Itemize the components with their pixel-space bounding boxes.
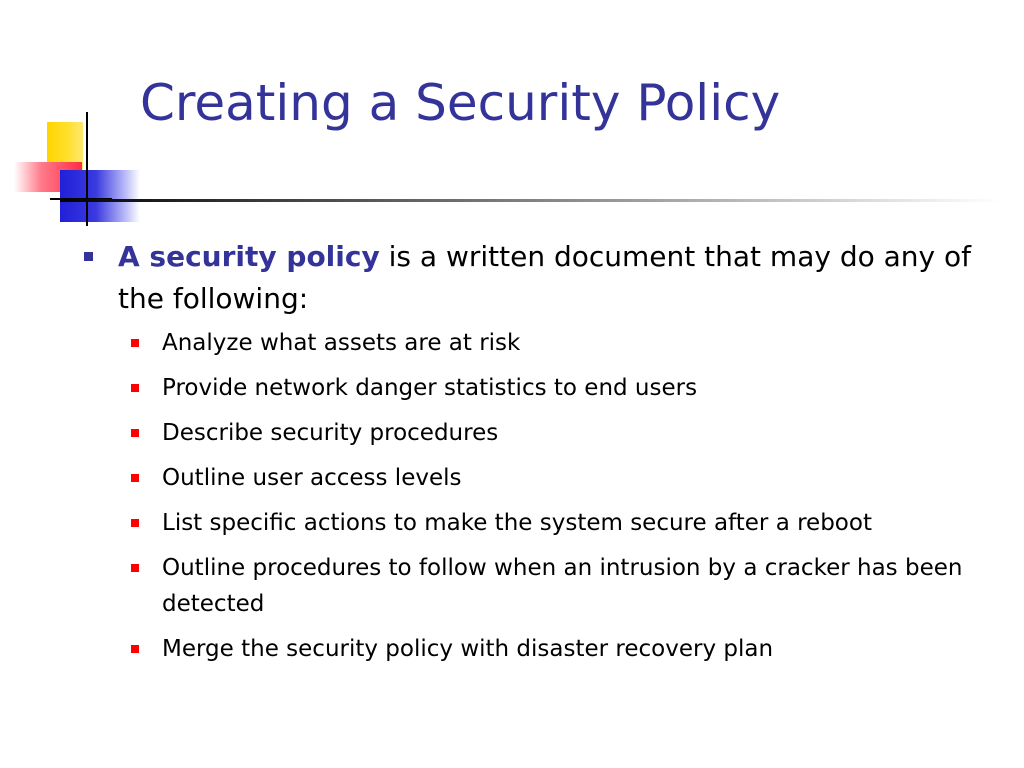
sub-bullet-marker — [131, 474, 139, 482]
sub-bullet-text: Describe security procedures — [162, 420, 499, 446]
sub-bullet-item — [162, 631, 998, 667]
sub-bullet-item — [162, 550, 998, 622]
slide-content — [78, 236, 998, 676]
sub-bullet-marker — [131, 645, 139, 653]
sub-bullet-text: Merge the security policy with disaster recovery plan — [162, 636, 774, 662]
logo-vertical-line — [86, 112, 88, 226]
slide-title: Creating a Security Policy — [140, 74, 781, 132]
main-bullet-text: is a written document that may do any of the following: — [118, 240, 971, 315]
sub-bullet-marker — [131, 564, 139, 572]
sub-bullet-text: Analyze what assets are at risk — [162, 330, 521, 356]
sub-bullet-item — [162, 505, 998, 541]
sub-bullet-text: List specific actions to make the system secure after a reboot — [162, 510, 872, 536]
main-bullet-emphasis: A security policy — [118, 240, 380, 273]
sub-bullet-list — [78, 325, 998, 667]
logo-blue-square — [60, 170, 140, 222]
sub-bullet-marker — [131, 429, 139, 437]
sub-bullet-marker — [131, 384, 139, 392]
sub-bullet-marker — [131, 519, 139, 527]
slide-logo — [0, 0, 160, 240]
main-bullet — [78, 236, 998, 320]
main-bullet-marker — [84, 252, 93, 261]
sub-bullet-text: Outline procedures to follow when an intrusion by a cracker has been detected — [162, 555, 963, 617]
sub-bullet-marker — [131, 339, 139, 347]
sub-bullet-text: Outline user access levels — [162, 465, 462, 491]
title-divider — [60, 199, 1000, 202]
sub-bullet-item — [162, 460, 998, 496]
sub-bullet-item — [162, 325, 998, 361]
sub-bullet-text: Provide network danger statistics to end users — [162, 375, 698, 401]
sub-bullet-item — [162, 415, 998, 451]
sub-bullet-item — [162, 370, 998, 406]
